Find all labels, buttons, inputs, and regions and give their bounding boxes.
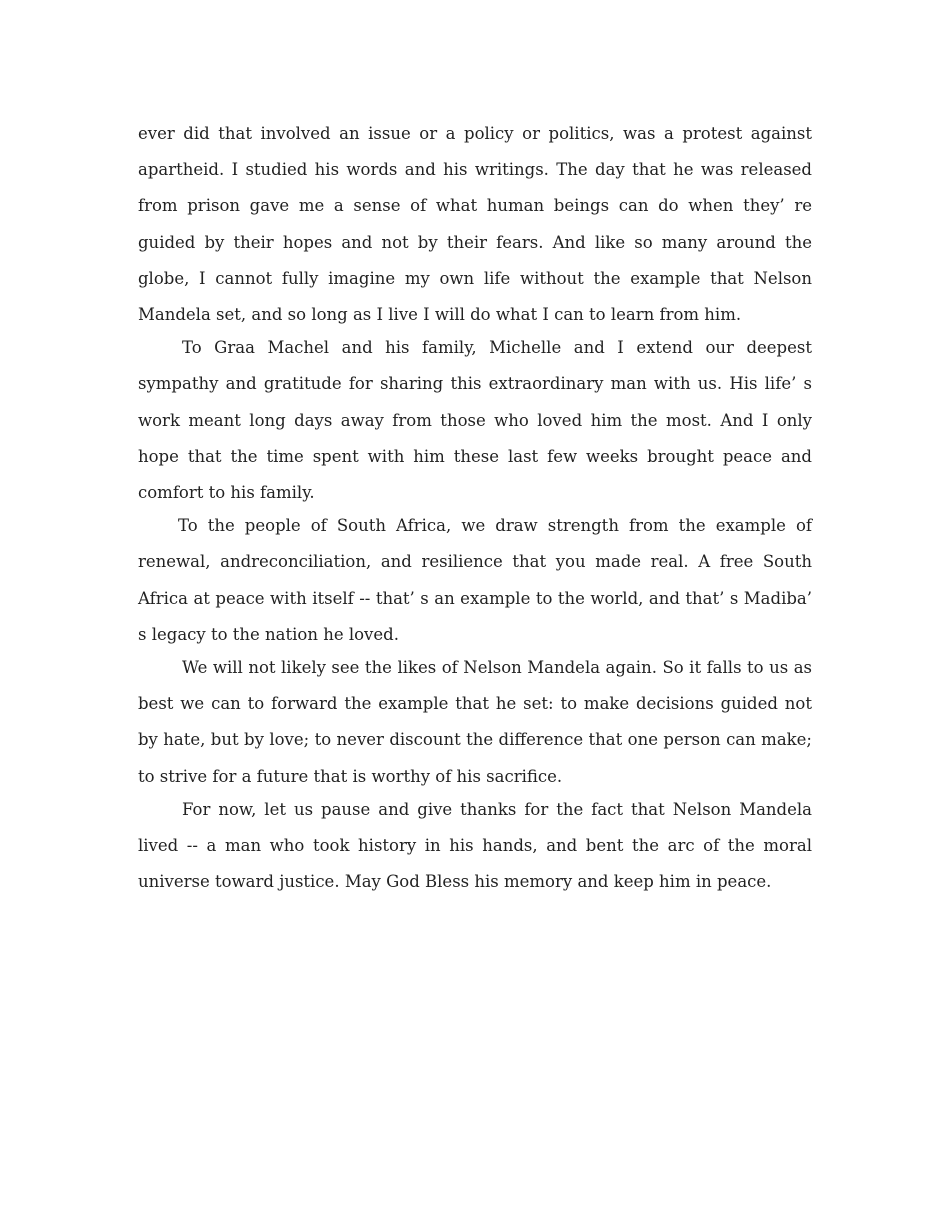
document-body — [138, 116, 812, 900]
paragraph-family: To Graa Machel and his family, Michelle and I extend our deepest sympathy and gratitude for sharing this extraordinary man with us. His life’ s work meant long days away from those who loved him the most. And I only hope that the time spent with him these last few weeks brought peace and comfort to his family. — [138, 338, 812, 503]
paragraph-example: We will not likely see the likes of Nelson Mandela again. So it falls to us as best we can to forward the example that he set: to make decisions guided not by hate, but by love; to never discount the difference that one person can make; to strive for a future that is worthy of his sacrifice. — [138, 658, 812, 786]
paragraph-closing: For now, let us pause and give thanks for the fact that Nelson Mandela lived -- a man who took history in his hands, and bent the arc of the moral universe toward justice. May God Bless his memory and keep him in peace. — [138, 799, 812, 892]
paragraph-south-africa: To the people of South Africa, we draw strength from the example of renewal, andreconciliation, and resilience that you made real. A free South Africa at peace with itself -- that’ s an example to the world, and that’ s Madiba’ s legacy to the nation he loved. — [138, 516, 812, 644]
paragraph-continuation: ever did that involved an issue or a policy or politics, was a protest against apartheid. I studied his words and his writings. The day that he was released from prison gave me a sense of what human beings can do when they’ re guided by their hopes and not by their fears. And like so many around the globe, I cannot fully imagine my own life without the example that Nelson Mandela set, and so long as I live I will do what I can to learn from him. — [138, 124, 812, 325]
